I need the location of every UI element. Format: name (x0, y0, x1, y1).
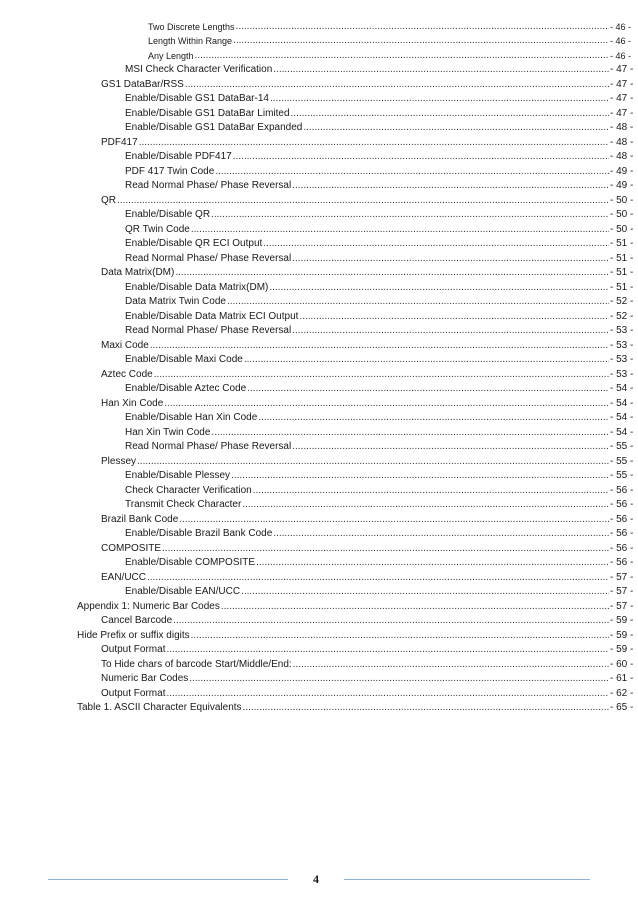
toc-dot-leader (241, 586, 609, 598)
toc-entry-title: Cancel Barcode (101, 615, 173, 626)
toc-dot-leader (291, 108, 609, 120)
toc-entry-title: COMPOSITE (101, 542, 162, 554)
toc-entry-page: - 56 - (610, 557, 634, 568)
toc-dot-leader (292, 325, 609, 337)
toc-entry-page: - 54 - (610, 426, 634, 438)
toc-entry-page: - 62 - (610, 687, 634, 699)
toc-entry-page: - 61 - (610, 673, 634, 684)
toc-dot-leader (293, 659, 609, 671)
toc-entry[interactable] (0, 33, 638, 48)
toc-entry-page: - 50 - (610, 194, 634, 206)
toc-entry-title: Han Xin Twin Code (125, 426, 211, 438)
toc-dot-leader (258, 412, 609, 424)
toc-dot-leader (175, 267, 609, 279)
toc-entry-title: Enable/Disable Maxi Code (125, 354, 243, 365)
toc-entry-title: Enable/Disable QR ECI Output (125, 238, 263, 249)
toc-dot-leader (233, 35, 609, 47)
toc-entry-page: - 52 - (610, 310, 634, 322)
toc-entry-title: QR (101, 194, 116, 206)
toc-entry[interactable] (0, 569, 638, 584)
toc-entry[interactable] (0, 468, 638, 483)
page-footer (0, 870, 638, 890)
toc-entry-page: - 57 - (610, 586, 634, 597)
toc-dot-leader (215, 166, 609, 178)
toc-entry[interactable] (0, 323, 638, 338)
toc-dot-leader (253, 485, 609, 497)
toc-entry[interactable] (0, 627, 638, 642)
toc-dot-leader (211, 209, 609, 221)
toc-entry-title: Enable/Disable GS1 DataBar Expanded (125, 122, 303, 133)
toc-entry[interactable] (0, 47, 638, 62)
toc-entry-title: Data Matrix(DM) (101, 267, 175, 278)
toc-entry[interactable] (0, 497, 638, 512)
toc-entry-title: Transmit Check Character (125, 499, 242, 510)
toc-entry-title: Brazil Bank Code (101, 513, 179, 525)
toc-entry[interactable] (0, 76, 638, 91)
toc-entry-page: - 59 - (610, 629, 634, 641)
toc-entry-page: - 48 - (610, 122, 634, 133)
toc-entry[interactable] (0, 279, 638, 294)
toc-entry-title: Read Normal Phase/ Phase Reversal (125, 180, 292, 191)
toc-entry-title: Output Format (101, 687, 166, 699)
toc-entry-page: - 50 - (610, 209, 634, 220)
toc-entry[interactable] (0, 424, 638, 439)
toc-entry-page: - 51 - (610, 267, 634, 278)
toc-entry-title: Maxi Code (101, 339, 149, 351)
toc-dot-leader (137, 456, 609, 468)
toc-dot-leader (263, 238, 609, 250)
toc-entry-title: Appendix 1: Numeric Bar Codes (77, 600, 220, 612)
toc-entry-title: Enable/Disable Data Matrix(DM) (125, 281, 269, 293)
toc-entry[interactable] (0, 656, 638, 671)
toc-entry[interactable] (0, 221, 638, 236)
toc-entry-title: Enable/Disable PDF417 (125, 151, 232, 162)
toc-dot-leader (233, 151, 609, 163)
toc-dot-leader (147, 572, 609, 584)
toc-entry-page: - 51 - (610, 238, 634, 249)
toc-entry-title: Two Discrete Lengths (148, 21, 235, 32)
toc-entry-page: - 51 - (610, 281, 634, 293)
toc-entry-title: Read Normal Phase/ Phase Reversal (125, 441, 292, 452)
toc-entry-page: - 57 - (610, 571, 634, 583)
toc-dot-leader (292, 180, 609, 192)
toc-entry-page: - 47 - (610, 64, 634, 75)
toc-entry-title: Enable/Disable COMPOSITE (125, 557, 256, 568)
toc-dot-leader (273, 528, 609, 540)
toc-entry[interactable] (0, 163, 638, 178)
toc-dot-leader (162, 543, 609, 555)
toc-entry-title: Han Xin Code (101, 397, 164, 409)
toc-dot-leader (243, 702, 609, 714)
toc-entry[interactable] (0, 105, 638, 120)
toc-entry-title: Plessey (101, 455, 137, 467)
toc-entry-title: PDF417 (101, 136, 138, 148)
toc-entry-page: - 59 - (610, 644, 634, 655)
toc-entry-page: - 50 - (610, 223, 634, 235)
toc-entry-page: - 53 - (610, 354, 634, 365)
toc-entry[interactable] (0, 381, 638, 396)
toc-entry-page: - 55 - (610, 455, 634, 467)
toc-entry[interactable] (0, 540, 638, 555)
toc-entry-title: MSI Check Character Verification (125, 64, 273, 75)
toc-entry-title: EAN/UCC (101, 571, 147, 583)
footer-rule-right (344, 879, 590, 880)
toc-entry[interactable] (0, 395, 638, 410)
toc-entry-page: - 47 - (610, 78, 634, 90)
toc-entry[interactable] (0, 526, 638, 541)
toc-entry[interactable] (0, 149, 638, 164)
toc-entry-page: - 48 - (610, 151, 634, 162)
toc-dot-leader (256, 557, 609, 569)
toc-dot-leader (173, 615, 609, 627)
toc-entry-page: - 49 - (610, 180, 634, 191)
toc-dot-leader (292, 441, 609, 453)
toc-entry-title: Check Character Verification (125, 484, 252, 496)
toc-dot-leader (179, 514, 609, 526)
toc-entry[interactable] (0, 700, 638, 715)
toc-entry[interactable] (0, 91, 638, 106)
toc-dot-leader (139, 137, 609, 149)
toc-entry[interactable] (0, 337, 638, 352)
toc-entry[interactable] (0, 265, 638, 280)
toc-entry[interactable] (0, 613, 638, 628)
toc-entry-title: Numeric Bar Codes (101, 673, 189, 684)
table-of-contents (0, 18, 638, 714)
toc-entry-title: To Hide chars of barcode Start/Middle/End: (101, 658, 292, 670)
toc-entry-title: Any Length (148, 50, 194, 61)
toc-entry-title: Read Normal Phase/ Phase Reversal (125, 252, 292, 264)
toc-dot-leader (191, 630, 609, 642)
toc-entry-title: Read Normal Phase/ Phase Reversal (125, 325, 292, 336)
toc-entry-title: QR Twin Code (125, 223, 190, 235)
toc-dot-leader (150, 340, 609, 352)
toc-dot-leader (166, 688, 609, 700)
toc-dot-leader (166, 644, 609, 656)
toc-entry-page: - 55 - (610, 441, 634, 452)
toc-entry[interactable] (0, 250, 638, 265)
toc-entry[interactable] (0, 178, 638, 193)
toc-entry-page: - 53 - (610, 325, 634, 336)
toc-entry[interactable] (0, 18, 638, 33)
toc-dot-leader (185, 79, 609, 91)
toc-entry[interactable] (0, 120, 638, 135)
footer-rule-left (48, 879, 288, 880)
toc-dot-leader (189, 673, 609, 685)
toc-dot-leader (236, 21, 609, 33)
toc-entry-title: Table 1. ASCII Character Equivalents (77, 702, 242, 713)
toc-entry-page: - 53 - (610, 368, 634, 380)
toc-entry[interactable] (0, 366, 638, 381)
toc-entry-page: - 56 - (610, 484, 634, 496)
toc-entry-page: - 59 - (610, 615, 634, 626)
toc-dot-leader (269, 282, 609, 294)
toc-entry-page: - 53 - (610, 339, 634, 351)
toc-entry-title: Data Matrix Twin Code (125, 296, 226, 307)
toc-entry-page: - 47 - (610, 93, 634, 104)
toc-entry[interactable] (0, 439, 638, 454)
toc-entry-page: - 51 - (610, 252, 634, 264)
toc-entry[interactable] (0, 671, 638, 686)
toc-entry[interactable] (0, 192, 638, 207)
toc-entry-page: - 65 - (610, 702, 634, 713)
toc-entry-page: - 56 - (610, 542, 634, 554)
toc-entry-page: - 54 - (610, 412, 634, 423)
toc-entry-title: Enable/Disable QR (125, 209, 211, 220)
toc-entry-title: GS1 DataBar/RSS (101, 78, 184, 90)
toc-dot-leader (227, 296, 609, 308)
toc-entry-title: Enable/Disable Aztec Code (125, 383, 247, 394)
toc-entry-title: Enable/Disable GS1 DataBar-14 (125, 93, 269, 104)
toc-entry-title: Enable/Disable GS1 DataBar Limited (125, 107, 290, 119)
toc-dot-leader (195, 50, 609, 62)
toc-entry-title: Aztec Code (101, 368, 153, 380)
toc-dot-leader (221, 601, 609, 613)
toc-entry[interactable] (0, 308, 638, 323)
toc-entry[interactable] (0, 642, 638, 657)
toc-entry-title: Enable/Disable Plessey (125, 470, 231, 481)
toc-dot-leader (273, 64, 609, 76)
toc-entry-title: Hide Prefix or suffix digits (77, 629, 190, 641)
toc-entry-page: - 49 - (610, 165, 634, 177)
toc-entry-page: - 56 - (610, 499, 634, 510)
toc-dot-leader (231, 470, 609, 482)
toc-entry[interactable] (0, 511, 638, 526)
toc-entry-title: Output Format (101, 644, 166, 655)
toc-dot-leader (154, 369, 609, 381)
toc-entry-page: - 54 - (610, 397, 634, 409)
toc-dot-leader (247, 383, 609, 395)
toc-dot-leader (211, 427, 609, 439)
toc-entry-page: - 52 - (610, 296, 634, 307)
toc-entry-page: - 54 - (610, 383, 634, 394)
toc-entry-page: - 56 - (610, 513, 634, 525)
toc-dot-leader (242, 499, 609, 511)
toc-entry-title: Enable/Disable Data Matrix ECI Output (125, 310, 299, 322)
toc-dot-leader (270, 93, 609, 105)
toc-entry-page: - 57 - (610, 600, 634, 612)
page-number: 4 (313, 872, 319, 886)
toc-entry[interactable] (0, 352, 638, 367)
toc-entry-page: - 60 - (610, 658, 634, 670)
toc-entry-title: Enable/Disable Brazil Bank Code (125, 528, 273, 539)
toc-dot-leader (292, 253, 609, 265)
toc-entry-page: - 47 - (610, 107, 634, 119)
toc-dot-leader (303, 122, 609, 134)
toc-entry[interactable] (0, 62, 638, 77)
toc-dot-leader (164, 398, 609, 410)
toc-dot-leader (191, 224, 609, 236)
toc-entry-title: Enable/Disable EAN/UCC (125, 586, 241, 597)
toc-entry[interactable] (0, 685, 638, 700)
toc-entry-title: Length Within Range (148, 36, 233, 46)
toc-entry[interactable] (0, 294, 638, 309)
toc-dot-leader (117, 195, 609, 207)
toc-entry[interactable] (0, 555, 638, 570)
toc-entry[interactable] (0, 598, 638, 613)
toc-entry[interactable] (0, 236, 638, 251)
toc-entry-page: - 46 - (610, 21, 632, 32)
toc-entry-page: - 48 - (610, 136, 634, 148)
toc-entry[interactable] (0, 134, 638, 149)
toc-entry[interactable] (0, 482, 638, 497)
toc-entry-page: - 46 - (610, 36, 632, 46)
toc-entry-title: Enable/Disable Han Xin Code (125, 412, 258, 423)
toc-entry[interactable] (0, 453, 638, 468)
toc-entry-page: - 46 - (610, 50, 632, 61)
toc-entry-page: - 55 - (610, 470, 634, 481)
toc-entry[interactable] (0, 584, 638, 599)
toc-entry[interactable] (0, 410, 638, 425)
toc-dot-leader (244, 354, 609, 366)
toc-entry-title: PDF 417 Twin Code (125, 165, 215, 177)
toc-entry-page: - 56 - (610, 528, 634, 539)
toc-dot-leader (299, 311, 609, 323)
toc-entry[interactable] (0, 207, 638, 222)
